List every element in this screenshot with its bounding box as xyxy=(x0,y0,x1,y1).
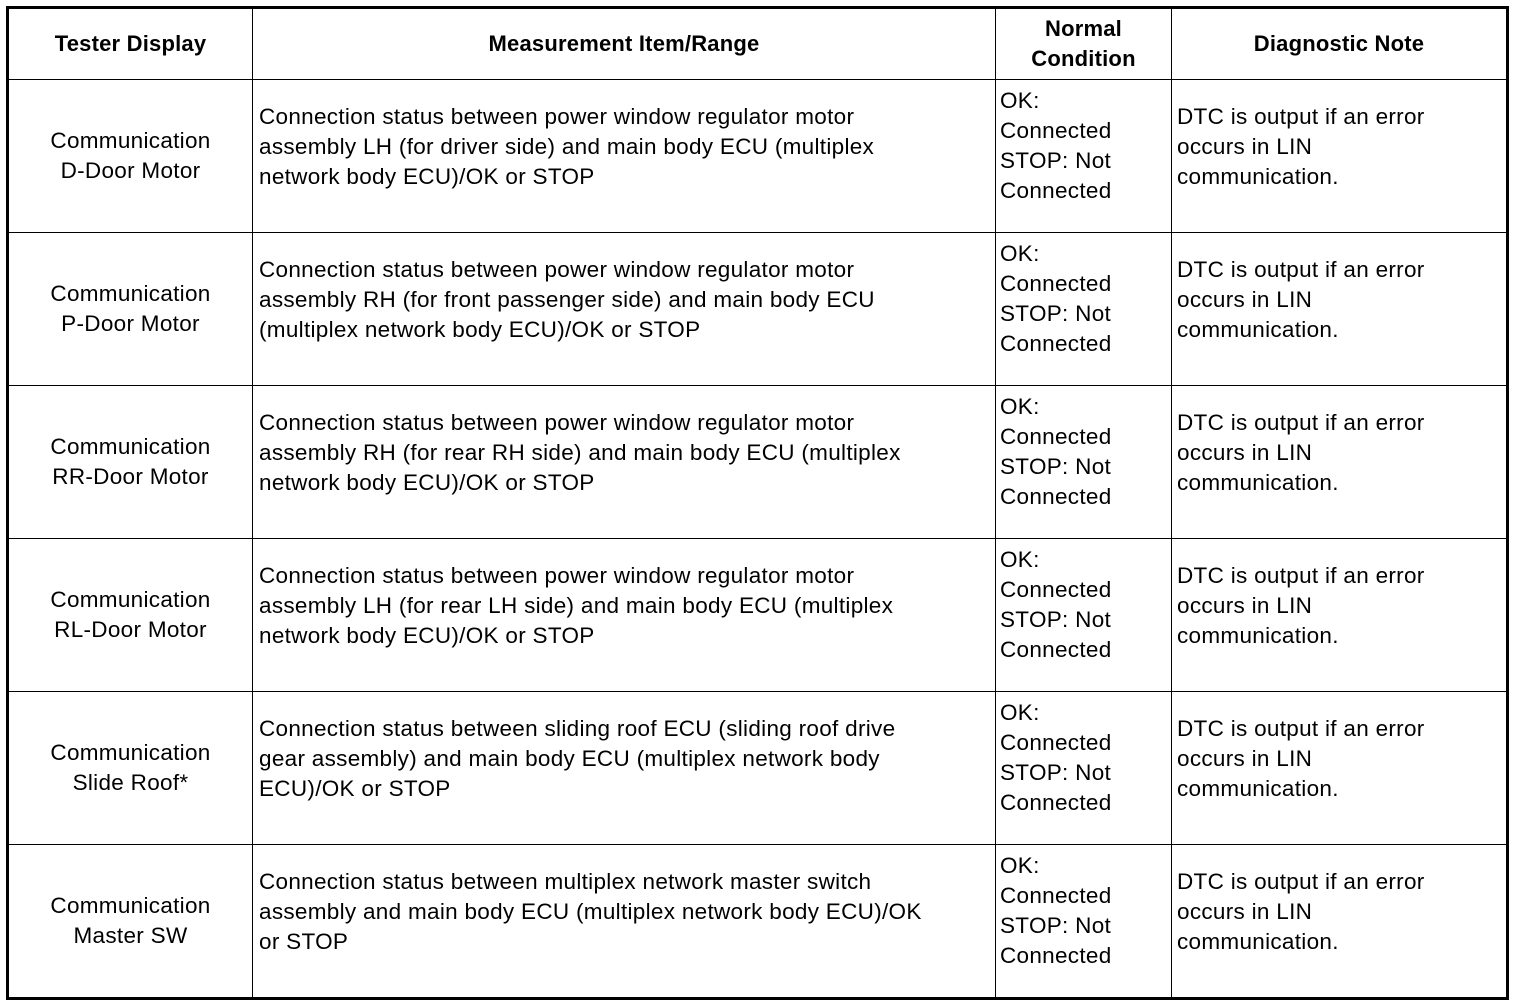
header-normal-condition xyxy=(996,8,1172,80)
tester-display-line1: Communication xyxy=(50,281,211,306)
measurement-item-line: network body ECU)/OK or STOP xyxy=(259,470,595,495)
normal-condition-line: Connected xyxy=(1000,943,1112,968)
normal-condition-line: STOP: Not xyxy=(1000,454,1112,479)
measurement-item-line: network body ECU)/OK or STOP xyxy=(259,623,595,648)
normal-condition-line: STOP: Not xyxy=(1000,607,1112,632)
normal-condition-line: Connected xyxy=(1000,883,1112,908)
tester-display-cell xyxy=(8,845,253,999)
normal-condition-line: OK: xyxy=(1000,700,1040,725)
measurement-item-line: Connection status between multiplex network master switch xyxy=(259,869,872,894)
diagnostic-table-container xyxy=(6,6,1506,968)
diagnostic-note-line: occurs in LIN xyxy=(1177,134,1313,159)
normal-condition-line: OK: xyxy=(1000,853,1040,878)
normal-condition-line: Connected xyxy=(1000,331,1112,356)
normal-condition-line: STOP: Not xyxy=(1000,148,1112,173)
normal-condition-line: STOP: Not xyxy=(1000,760,1112,785)
tester-display-cell xyxy=(8,539,253,692)
measurement-item-cell xyxy=(253,692,996,845)
measurement-item-line: Connection status between power window regulator motor xyxy=(259,563,855,588)
normal-condition-cell xyxy=(996,386,1172,539)
tester-display-line1: Communication xyxy=(50,893,211,918)
normal-condition-line: STOP: Not xyxy=(1000,301,1112,326)
table-row xyxy=(8,386,1508,539)
header-diagnostic-note: Diagnostic Note xyxy=(1172,8,1508,80)
table-row xyxy=(8,80,1508,233)
diagnostic-data-table xyxy=(6,6,1509,1000)
measurement-item-line: assembly RH (for rear RH side) and main body ECU (multiplex xyxy=(259,440,901,465)
diagnostic-note-cell xyxy=(1172,692,1508,845)
tester-display-line1: Communication xyxy=(50,740,211,765)
normal-condition-cell xyxy=(996,692,1172,845)
diagnostic-note-cell xyxy=(1172,845,1508,999)
measurement-item-line: gear assembly) and main body ECU (multiplex network body xyxy=(259,746,880,771)
measurement-item-cell xyxy=(253,80,996,233)
measurement-item-line: assembly and main body ECU (multiplex network body ECU)/OK xyxy=(259,899,922,924)
tester-display-line2: P-Door Motor xyxy=(61,311,200,336)
diagnostic-note-cell xyxy=(1172,386,1508,539)
tester-display-line2: Slide Roof* xyxy=(72,770,189,795)
normal-condition-line: Connected xyxy=(1000,790,1112,815)
normal-condition-cell xyxy=(996,80,1172,233)
diagnostic-note-line: communication. xyxy=(1177,623,1339,648)
measurement-item-line: or STOP xyxy=(259,929,349,954)
normal-condition-line: Connected xyxy=(1000,484,1112,509)
normal-condition-cell xyxy=(996,539,1172,692)
diagnostic-note-line: communication. xyxy=(1177,317,1339,342)
measurement-item-line: Connection status between power window regulator motor xyxy=(259,104,855,129)
measurement-item-line: assembly LH (for driver side) and main body ECU (multiplex xyxy=(259,134,875,159)
diagnostic-note-line: communication. xyxy=(1177,164,1339,189)
diagnostic-note-line: DTC is output if an error xyxy=(1177,869,1425,894)
tester-display-cell xyxy=(8,233,253,386)
normal-condition-cell xyxy=(996,845,1172,999)
normal-condition-line: OK: xyxy=(1000,88,1040,113)
tester-display-line1: Communication xyxy=(50,587,211,612)
tester-display-line2: RL-Door Motor xyxy=(54,617,207,642)
tester-display-cell xyxy=(8,386,253,539)
diagnostic-note-line: occurs in LIN xyxy=(1177,746,1313,771)
measurement-item-cell xyxy=(253,233,996,386)
normal-condition-line: Connected xyxy=(1000,118,1112,143)
tester-display-line2: D-Door Motor xyxy=(60,158,201,183)
diagnostic-note-line: occurs in LIN xyxy=(1177,593,1313,618)
diagnostic-note-line: communication. xyxy=(1177,776,1339,801)
diagnostic-note-line: occurs in LIN xyxy=(1177,899,1313,924)
measurement-item-line: assembly RH (for front passenger side) and main body ECU xyxy=(259,287,875,312)
diagnostic-note-line: communication. xyxy=(1177,929,1339,954)
normal-condition-line: OK: xyxy=(1000,241,1040,266)
measurement-item-cell xyxy=(253,845,996,999)
normal-condition-line: Connected xyxy=(1000,730,1112,755)
measurement-item-line: assembly LH (for rear LH side) and main body ECU (multiplex xyxy=(259,593,894,618)
tester-display-cell xyxy=(8,80,253,233)
diagnostic-note-line: DTC is output if an error xyxy=(1177,104,1425,129)
diagnostic-note-cell xyxy=(1172,539,1508,692)
normal-condition-cell xyxy=(996,233,1172,386)
normal-condition-line: Connected xyxy=(1000,424,1112,449)
table-row xyxy=(8,233,1508,386)
diagnostic-note-cell xyxy=(1172,80,1508,233)
normal-condition-line: OK: xyxy=(1000,394,1040,419)
normal-condition-line: STOP: Not xyxy=(1000,913,1112,938)
diagnostic-note-line: occurs in LIN xyxy=(1177,287,1313,312)
normal-condition-line: Connected xyxy=(1000,637,1112,662)
normal-condition-line: OK: xyxy=(1000,547,1040,572)
tester-display-line1: Communication xyxy=(50,128,211,153)
header-normal-condition-line1: Normal xyxy=(1045,16,1122,41)
diagnostic-note-cell xyxy=(1172,233,1508,386)
normal-condition-line: Connected xyxy=(1000,178,1112,203)
tester-display-line2: Master SW xyxy=(73,923,188,948)
measurement-item-line: network body ECU)/OK or STOP xyxy=(259,164,595,189)
diagnostic-note-line: DTC is output if an error xyxy=(1177,716,1425,741)
normal-condition-line: Connected xyxy=(1000,271,1112,296)
measurement-item-line: Connection status between power window regulator motor xyxy=(259,257,855,282)
normal-condition-line: Connected xyxy=(1000,577,1112,602)
table-row xyxy=(8,845,1508,999)
table-header-row xyxy=(8,8,1508,80)
measurement-item-line: Connection status between sliding roof ECU (sliding roof drive xyxy=(259,716,896,741)
measurement-item-line: Connection status between power window regulator motor xyxy=(259,410,855,435)
diagnostic-note-line: DTC is output if an error xyxy=(1177,257,1425,282)
tester-display-line1: Communication xyxy=(50,434,211,459)
measurement-item-cell xyxy=(253,386,996,539)
tester-display-cell xyxy=(8,692,253,845)
table-row xyxy=(8,539,1508,692)
measurement-item-cell xyxy=(253,539,996,692)
diagnostic-note-line: communication. xyxy=(1177,470,1339,495)
diagnostic-note-line: DTC is output if an error xyxy=(1177,563,1425,588)
tester-display-line2: RR-Door Motor xyxy=(52,464,209,489)
table-row xyxy=(8,692,1508,845)
diagnostic-note-line: occurs in LIN xyxy=(1177,440,1313,465)
header-tester-display: Tester Display xyxy=(8,8,253,80)
diagnostic-note-line: DTC is output if an error xyxy=(1177,410,1425,435)
header-measurement-item-range: Measurement Item/Range xyxy=(253,8,996,80)
measurement-item-line: ECU)/OK or STOP xyxy=(259,776,451,801)
measurement-item-line: (multiplex network body ECU)/OK or STOP xyxy=(259,317,701,342)
header-normal-condition-line2: Condition xyxy=(1031,46,1136,71)
